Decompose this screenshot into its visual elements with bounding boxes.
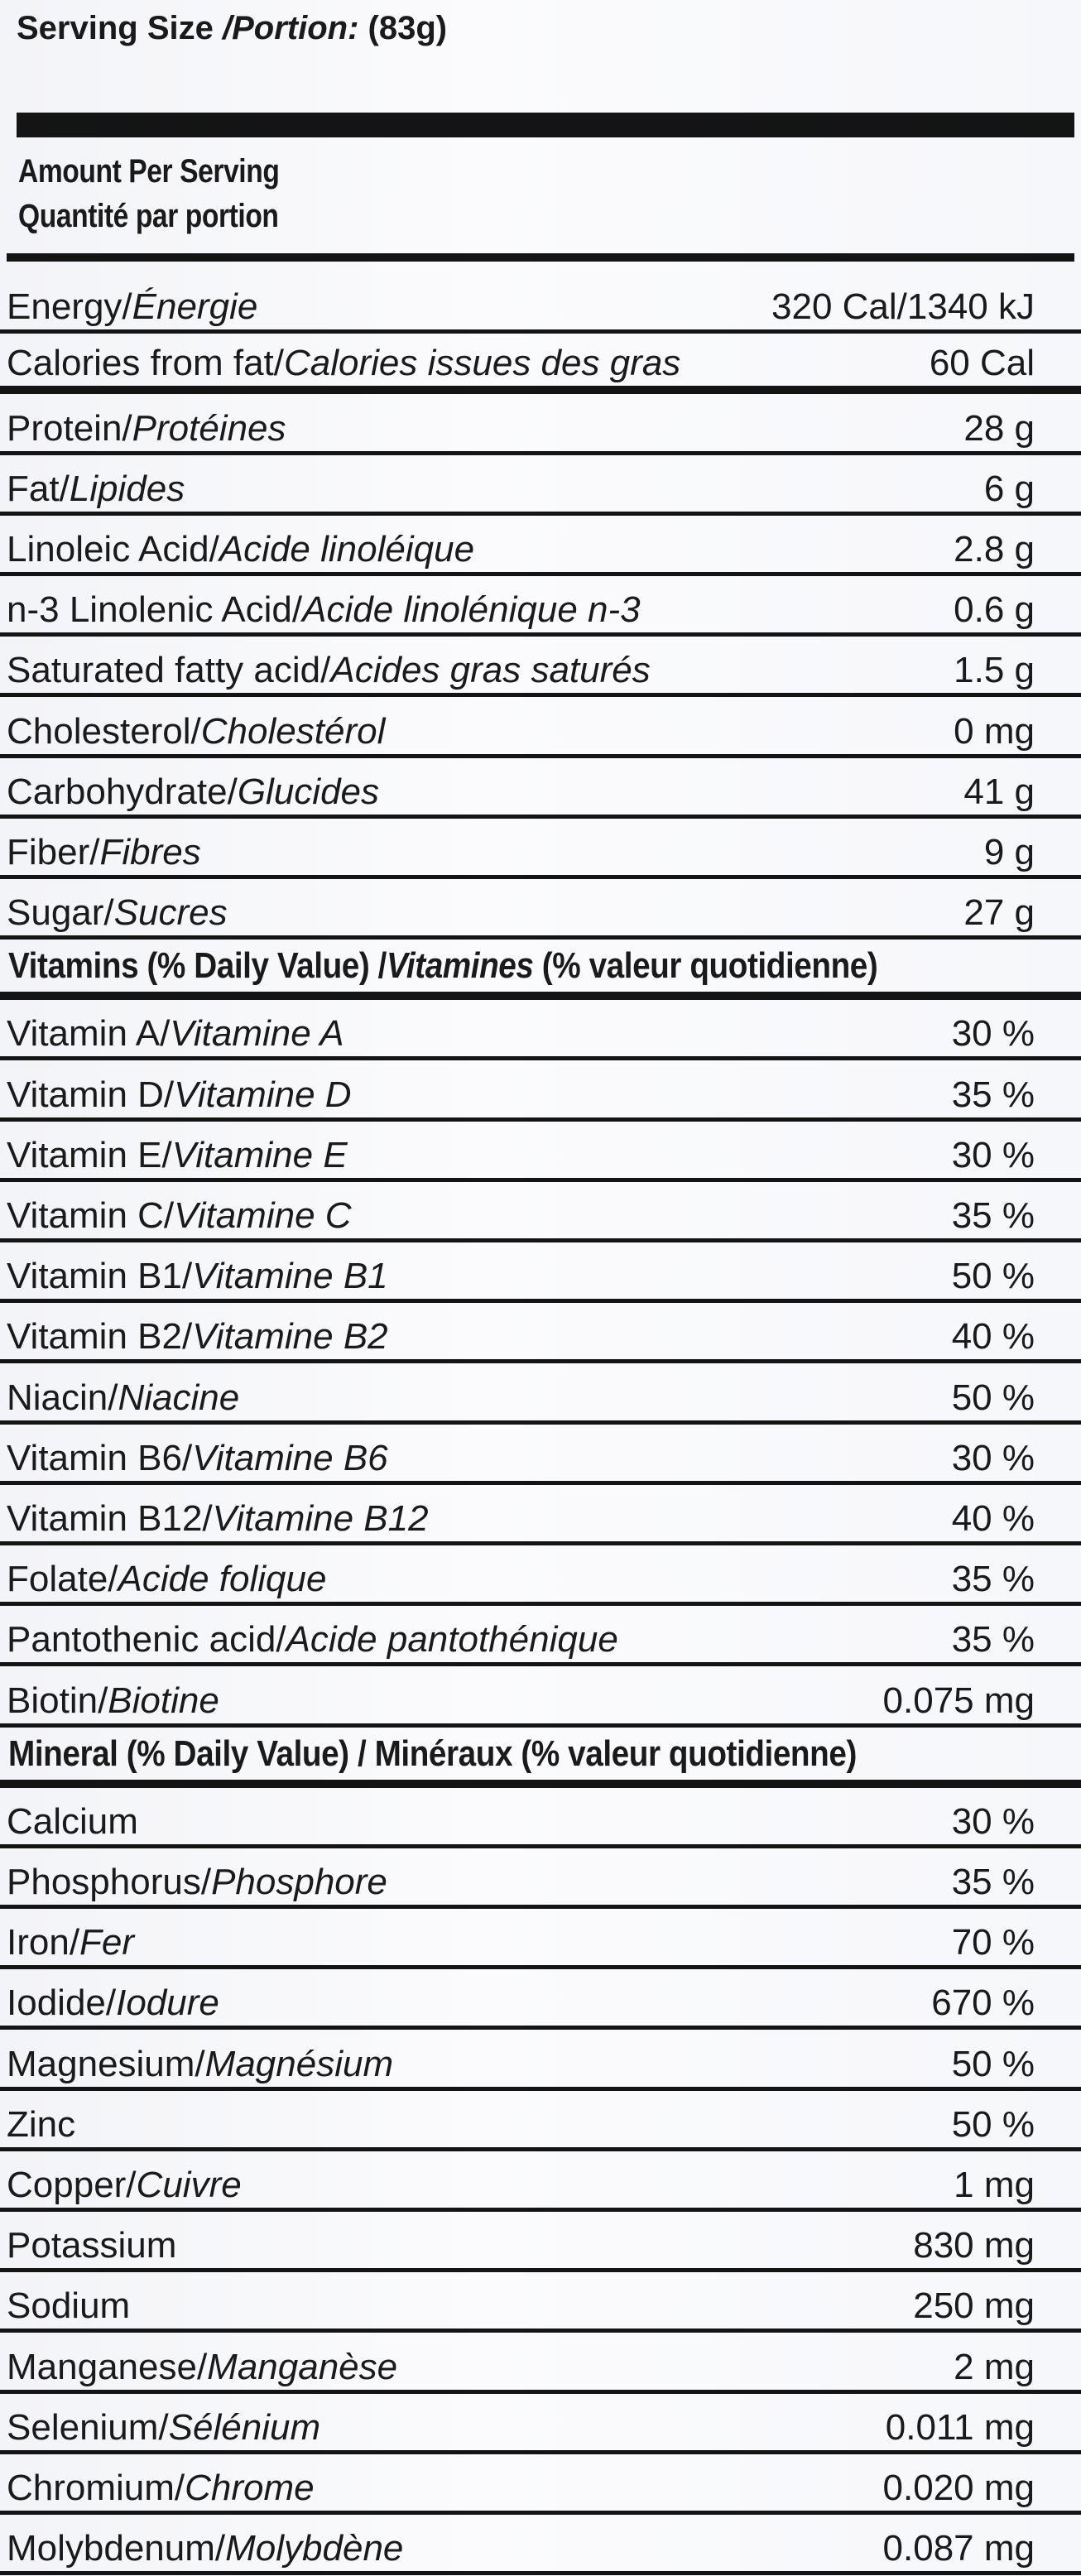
nutrient-name-fr: Vitamine B6 (192, 1437, 388, 1478)
nutrient-row (0, 1060, 1081, 1121)
amount-per-serving (18, 149, 279, 238)
nutrient-name-fr: Iodure (116, 1982, 219, 2024)
nutrient-row (0, 394, 1081, 454)
nutrient-value: 6 g (983, 468, 1035, 509)
nutrient-name-en: Zinc (7, 2103, 76, 2145)
nutrient-row (0, 2515, 1081, 2575)
nutrient-row (0, 819, 1081, 879)
nutrient-row (0, 1242, 1081, 1303)
nutrient-name (7, 1801, 138, 1843)
nutrient-value: 27 g (963, 892, 1035, 934)
nutrient-value: 30 % (951, 1013, 1035, 1055)
nutrient-row (0, 758, 1081, 819)
serving-size-label: Serving Size (17, 10, 214, 46)
nutrient-value: 50 % (951, 1377, 1035, 1418)
nutrient-value: 320 Cal/1340 kJ (771, 286, 1035, 328)
nutrient-name (7, 1013, 344, 1055)
nutrient-name (7, 1982, 219, 2024)
nutrient-value: 9 g (983, 831, 1035, 872)
nutrient-name-en: Vitamin E/ (7, 1134, 172, 1175)
nutrient-name-fr: Énergie (132, 286, 258, 328)
nutrient-value: 28 g (963, 407, 1035, 449)
nutrient-name-en: Sodium (7, 2285, 131, 2327)
nutrient-name (7, 1438, 388, 1479)
nutrient-value: 41 g (963, 771, 1035, 812)
nutrient-value: 60 Cal (929, 343, 1035, 384)
serving-size (17, 2, 447, 55)
nutrient-value: 0.087 mg (882, 2528, 1035, 2569)
nutrient-value: 40 % (951, 1316, 1035, 1358)
nutrient-value: 35 % (951, 1862, 1035, 1903)
nutrient-name-fr: Glucides (237, 771, 380, 812)
nutrient-row (0, 697, 1081, 757)
nutrient-name-en: Vitamin B1/ (7, 1256, 193, 1297)
nutrient-value: 50 % (951, 1256, 1035, 1297)
nutrient-value: 30 % (951, 1437, 1035, 1478)
nutrient-row (0, 1606, 1081, 1666)
serving-size-amount: (83g) (368, 10, 448, 46)
nutrient-name-en: Vitamin A/ (7, 1013, 171, 1055)
vitamins-header-fr: Vitamines (386, 945, 534, 987)
nutrient-value: 2.8 g (954, 528, 1035, 570)
nutrient-name (7, 832, 201, 873)
nutrient-name-fr: Sélénium (168, 2406, 321, 2448)
nutrient-value: 1.5 g (954, 650, 1035, 691)
nutrient-name (7, 2225, 176, 2266)
amount-per-serving-fr: Quantité par portion (18, 198, 279, 234)
nutrient-name-en: Iodide/ (7, 1982, 117, 2024)
nutrient-name-fr: Niacine (118, 1377, 240, 1418)
minerals-header-text: Mineral (% Daily Value) / Minéraux (% valeur quotidienne) (8, 1733, 857, 1774)
nutrient-value: 0.020 mg (882, 2467, 1035, 2508)
nutrient-name (7, 1135, 348, 1176)
nutrient-name-en: Vitamin B6/ (7, 1437, 193, 1478)
nutrient-value: 35 % (951, 1074, 1035, 1115)
macro-nutrients (0, 273, 1081, 940)
nutrient-name-fr: Molybdène (225, 2528, 404, 2569)
nutrient-value: 50 % (951, 2103, 1035, 2145)
nutrient-name-en: Selenium/ (7, 2406, 169, 2448)
nutrient-name (7, 771, 379, 813)
nutrient-name (7, 2104, 75, 2146)
nutrient-row (0, 1969, 1081, 2030)
nutrient-row (0, 2272, 1081, 2333)
nutrient-name-fr: Sucres (113, 892, 228, 934)
nutrient-value: 0 mg (954, 710, 1035, 752)
nutrient-name-en: Cholesterol/ (7, 710, 201, 752)
nutrient-row (0, 1848, 1081, 1909)
nutrient-value: 70 % (951, 1922, 1035, 1963)
nutrient-name (7, 1559, 326, 1600)
nutrient-row (0, 1485, 1081, 1545)
nutrient-value: 0.6 g (954, 589, 1035, 631)
nutrient-name-fr: Vitamine B2 (192, 1316, 388, 1358)
nutrient-row (0, 2091, 1081, 2151)
nutrient-name-en: Folate/ (7, 1559, 118, 1600)
nutrient-row (0, 576, 1081, 637)
nutrient-value: 40 % (951, 1497, 1035, 1539)
nutrient-row (0, 1122, 1081, 1182)
nutrient-row (0, 1303, 1081, 1363)
nutrient-row (0, 2333, 1081, 2393)
nutrient-name (7, 589, 641, 631)
nutrient-value: 830 mg (913, 2225, 1035, 2266)
nutrient-name-en: Linoleic Acid/ (7, 528, 219, 570)
nutrient-name (7, 1256, 388, 1297)
nutrient-name (7, 1316, 388, 1358)
nutrient-name-en: Vitamin C/ (7, 1195, 175, 1236)
nutrient-row (0, 455, 1081, 516)
nutrient-name (7, 1619, 618, 1660)
nutrient-name-fr: Fer (79, 1922, 135, 1963)
nutrient-name-fr: Vitamine D (174, 1074, 352, 1115)
nutrient-name (7, 529, 474, 570)
nutrient-name-en: Molybdenum/ (7, 2528, 226, 2569)
nutrient-name-en: Fiber/ (7, 831, 100, 872)
nutrient-name-fr: Fibres (99, 831, 201, 872)
nutrient-name-en: Biotin/ (7, 1680, 108, 1721)
nutrient-value: 1 mg (954, 2165, 1035, 2205)
top-divider-bar (17, 113, 1074, 137)
nutrient-name-en: Energy/ (7, 286, 132, 328)
nutrient-name-en: Protein/ (7, 407, 132, 449)
nutrient-name (7, 1862, 387, 1903)
nutrient-row (0, 2151, 1081, 2212)
nutrient-name-fr: Manganèse (207, 2346, 398, 2387)
nutrient-value: 35 % (951, 1559, 1035, 1600)
nutrient-row (0, 334, 1081, 394)
nutrient-row (0, 1363, 1081, 1424)
nutrient-value: 30 % (951, 1800, 1035, 1842)
nutrient-name (7, 2528, 403, 2569)
nutrient-row (0, 516, 1081, 576)
nutrient-name-fr: Calories issues des gras (283, 343, 681, 384)
nutrient-row (0, 1788, 1081, 1848)
nutrient-name-en: Saturated fatty acid/ (7, 650, 331, 691)
nutrient-value: 35 % (951, 1195, 1035, 1236)
nutrient-row (0, 637, 1081, 697)
nutrient-row (0, 1909, 1081, 1969)
nutrient-name (7, 1377, 239, 1419)
nutrient-name-fr: Biotine (108, 1680, 219, 1721)
nutrient-name-fr: Vitamine C (174, 1195, 352, 1236)
nutrient-name (7, 711, 385, 752)
nutrient-value: 35 % (951, 1619, 1035, 1660)
nutrient-value: 0.011 mg (885, 2406, 1035, 2448)
nutrient-name-fr: Vitamine B1 (192, 1256, 388, 1297)
nutrient-name-fr: Acide folique (118, 1559, 327, 1600)
nutrient-row (0, 2394, 1081, 2454)
nutrient-name-fr: Protéines (132, 407, 286, 449)
nutrient-value: 2 mg (954, 2346, 1035, 2387)
nutrient-name-en: Calcium (7, 1800, 138, 1842)
vitamins-header-fr-rest: (% valeur quotidienne) (533, 945, 878, 987)
nutrient-row (0, 1666, 1081, 1727)
nutrient-name-fr: Cuivre (136, 2165, 242, 2205)
nutrient-name (7, 650, 651, 691)
nutrient-value: 0.075 mg (882, 1680, 1035, 1721)
nutrient-name-fr: Vitamine E (171, 1134, 348, 1175)
nutrient-name-en: n-3 Linolenic Acid/ (7, 589, 303, 631)
nutrient-name-en: Vitamin B2/ (7, 1316, 193, 1358)
nutrient-row (0, 1000, 1081, 1060)
nutrient-name-fr: Acide linoléique (219, 528, 475, 570)
nutrient-name (7, 2468, 315, 2509)
serving-size-label-fr: /Portion: (223, 10, 359, 46)
vitamins-list (0, 1000, 1081, 1727)
nutrient-name (7, 343, 680, 384)
nutrient-name-en: Phosphorus/ (7, 1862, 212, 1903)
nutrient-name (7, 1195, 352, 1237)
nutrient-name-en: Carbohydrate/ (7, 771, 238, 812)
nutrient-name-fr: Acide linolénique n-3 (302, 589, 641, 631)
nutrient-name (7, 892, 228, 934)
nutrient-name (7, 2044, 393, 2085)
nutrient-row (0, 2212, 1081, 2272)
nutrient-name-en: Manganese/ (7, 2346, 208, 2387)
vitamins-header-en: Vitamins (% Daily Value) / (8, 945, 387, 987)
nutrient-name (7, 469, 185, 510)
amount-per-serving-en: Amount Per Serving (18, 153, 280, 190)
nutrient-table (0, 273, 1081, 2575)
nutrient-name-en: Potassium (7, 2225, 177, 2266)
nutrient-value: 50 % (951, 2043, 1035, 2084)
nutrient-row (0, 1425, 1081, 1485)
minerals-header (0, 1728, 1081, 1788)
nutrient-name-fr: Magnésium (204, 2043, 394, 2084)
nutrient-name-fr: Chrome (185, 2467, 315, 2508)
nutrient-name-en: Fat/ (7, 468, 70, 509)
nutrient-name-fr: Phosphore (211, 1862, 387, 1903)
header-divider (7, 253, 1074, 262)
nutrient-name (7, 1074, 352, 1116)
nutrient-name-en: Calories from fat/ (7, 343, 284, 384)
nutrient-name-en: Vitamin D/ (7, 1074, 175, 1115)
nutrient-name (7, 1498, 429, 1540)
nutrient-row (0, 1182, 1081, 1242)
nutrient-name-fr: Acides gras saturés (330, 650, 651, 691)
nutrient-name (7, 2347, 397, 2388)
vitamins-header (0, 940, 1081, 1000)
nutrient-value: 30 % (951, 1134, 1035, 1175)
nutrient-value: 670 % (931, 1982, 1035, 2024)
nutrient-name-fr: Vitamine B12 (212, 1497, 429, 1539)
nutrient-name (7, 2285, 130, 2327)
nutrient-name (7, 1680, 219, 1722)
nutrient-row (0, 879, 1081, 940)
nutrient-name (7, 1922, 134, 1963)
nutrient-value: 250 mg (913, 2285, 1035, 2327)
nutrient-name-en: Pantothenic acid/ (7, 1619, 286, 1660)
nutrient-row (0, 1545, 1081, 1606)
nutrient-name-fr: Acide pantothénique (286, 1619, 618, 1660)
nutrient-name (7, 286, 257, 328)
nutrient-name-en: Chromium/ (7, 2467, 185, 2508)
minerals-list (0, 1788, 1081, 2575)
nutrient-name (7, 408, 286, 449)
nutrient-name-en: Magnesium/ (7, 2043, 205, 2084)
nutrient-name-en: Niacin/ (7, 1377, 118, 1418)
nutrient-row (0, 2454, 1081, 2515)
nutrient-name-fr: Cholestérol (200, 710, 386, 752)
nutrient-name-en: Sugar/ (7, 892, 114, 934)
nutrient-name-fr: Lipides (69, 468, 185, 509)
nutrient-name (7, 2165, 242, 2206)
nutrient-row (0, 2030, 1081, 2090)
nutrient-name-en: Iron/ (7, 1922, 80, 1963)
nutrient-name-en: Vitamin B12/ (7, 1497, 213, 1539)
nutrient-name (7, 2407, 320, 2449)
nutrient-name-fr: Vitamine A (170, 1013, 344, 1055)
nutrient-row (0, 273, 1081, 334)
nutrient-name-en: Copper/ (7, 2165, 137, 2205)
